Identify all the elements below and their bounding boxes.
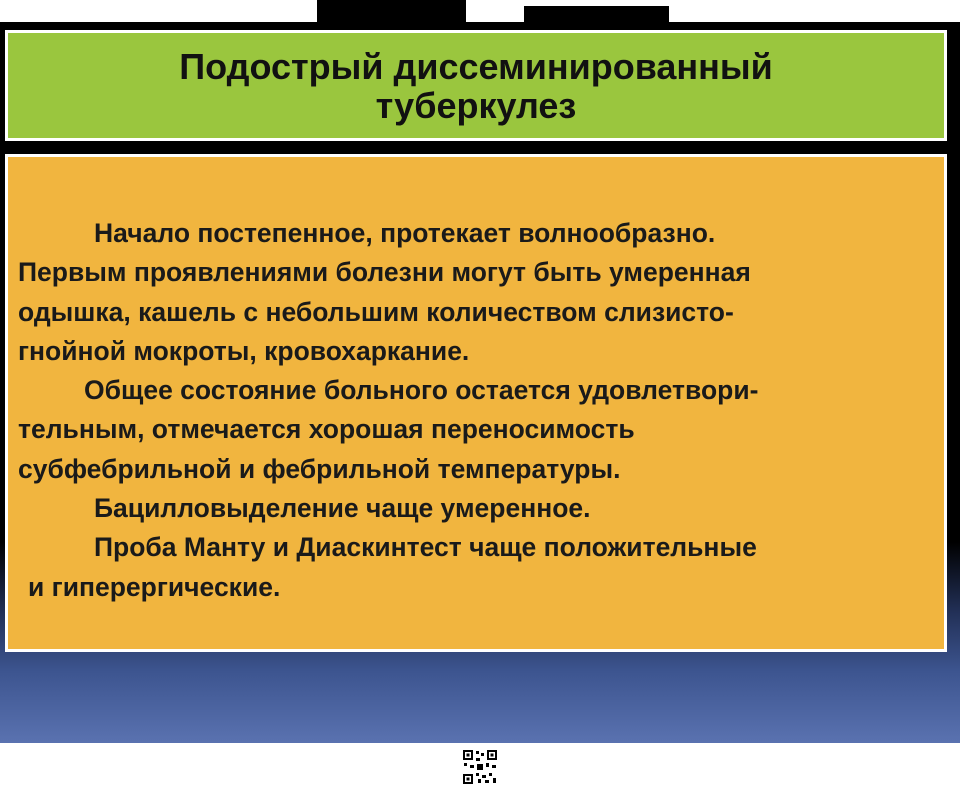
slide-title xyxy=(179,47,773,125)
title-line-1: Подострый диссеминированный xyxy=(179,45,773,87)
body-line: Бацилловыделение чаще умеренное. xyxy=(94,493,591,524)
body-line: Начало постепенное, протекает волнообразно. xyxy=(94,218,716,248)
body-box xyxy=(5,154,947,652)
body-line: и гиперергические. xyxy=(28,571,281,602)
body-text xyxy=(18,214,928,607)
top-black-bar-left xyxy=(317,0,466,22)
title-box xyxy=(5,30,947,141)
body-line: одышка, кашель с небольшим количеством слизисто- xyxy=(18,296,734,327)
qr-code-icon xyxy=(462,749,498,785)
title-line-2: туберкулез xyxy=(375,84,577,126)
slide xyxy=(0,22,960,743)
body-line: тельным, отмечается хорошая переносимость xyxy=(18,414,635,445)
body-line: Проба Манту и Диаскинтест чаще положительные xyxy=(94,532,757,563)
body-line: Первым проявлениями болезни могут быть умеренная xyxy=(18,257,751,288)
body-line: субфебрильной и фебрильной температуры. xyxy=(18,453,621,484)
body-line: гнойной мокроты, кровохаркание. xyxy=(18,335,470,366)
body-line: Общее состояние больного остается удовлетвори- xyxy=(84,375,759,406)
